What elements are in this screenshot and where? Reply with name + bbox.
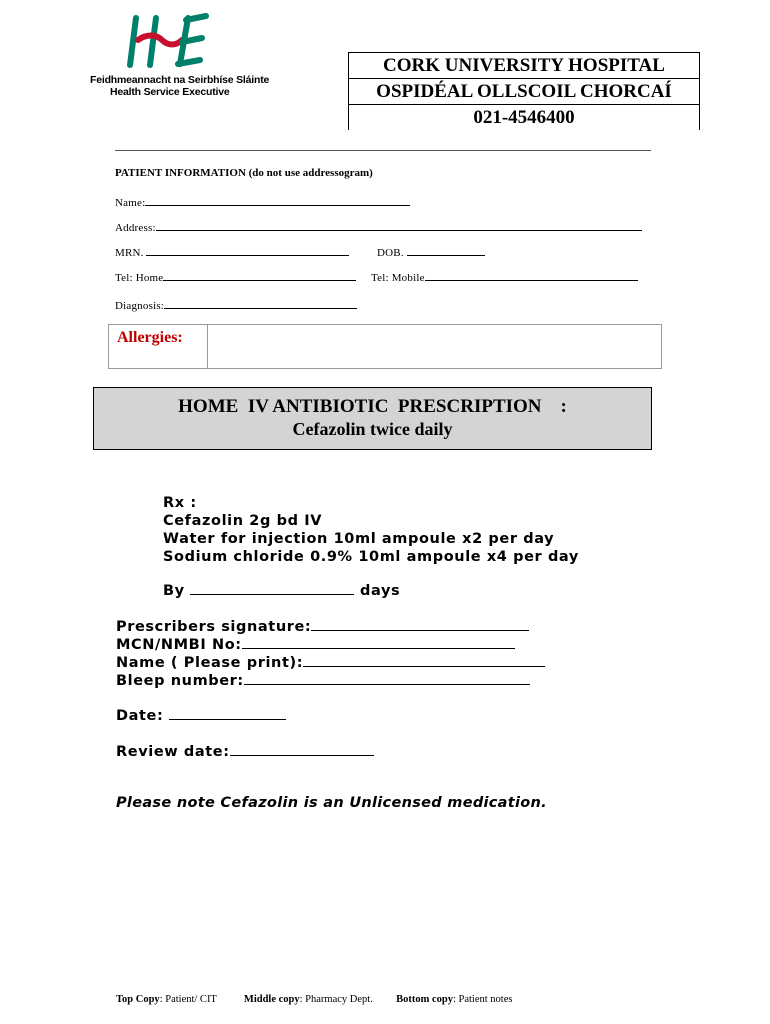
logo-text-irish: Feidhmeannacht na Seirbhíse Sláinte (90, 74, 270, 86)
middle-copy-value: : Pharmacy Dept. (299, 994, 373, 1005)
bleep-label: Bleep number: (116, 673, 244, 689)
date-line (169, 708, 286, 720)
hospital-phone: 021-4546400 (473, 107, 575, 128)
allergies-box (108, 324, 662, 369)
dob-line (407, 246, 485, 256)
divider (115, 150, 651, 151)
mcn-label: MCN/NMBI No: (116, 637, 242, 653)
name-field[interactable] (115, 196, 410, 209)
bleep-field[interactable] (116, 672, 530, 690)
mcn-line (242, 637, 515, 649)
duration-line (190, 583, 354, 595)
patient-info-heading: PATIENT INFORMATION (do not use addressogram) (115, 167, 373, 179)
logo-text-english: Health Service Executive (110, 86, 230, 98)
prescription-title: HOME IV ANTIBIOTIC PRESCRIPTION : (178, 396, 567, 417)
hse-logo-mark-icon (126, 10, 216, 68)
tel-home-line (163, 271, 356, 281)
rx-line: Cefazolin 2g bd IV (163, 513, 323, 529)
rx-line: Sodium chloride 0.9% 10ml ampoule x4 per day (163, 549, 579, 565)
address-line (156, 221, 642, 231)
allergies-label: Allergies: (117, 329, 183, 346)
signature-label: Prescribers signature: (116, 619, 312, 635)
rx-block (163, 494, 579, 566)
review-date-line (230, 744, 374, 756)
tel-mobile-label: Tel: Mobile (371, 272, 425, 284)
tel-home-label: Tel: Home (115, 272, 164, 284)
mrn-line (146, 246, 349, 256)
middle-copy-label: Middle copy (243, 994, 300, 1005)
allergies-input-area[interactable] (209, 325, 661, 368)
mrn-field[interactable] (115, 246, 349, 259)
duration-field[interactable] (163, 582, 400, 600)
by-label: By (163, 583, 185, 599)
allergies-label-cell (109, 325, 208, 368)
copy-distribution-footer (116, 994, 512, 1005)
print-name-label: Name ( Please print): (116, 655, 304, 671)
mrn-label: MRN. (115, 247, 144, 259)
tel-mobile-line (425, 271, 638, 281)
prescription-banner (93, 387, 652, 450)
print-name-line (303, 655, 545, 667)
hospital-name-irish: OSPIDÉAL OLLSCOIL CHORCAÍ (349, 79, 699, 105)
signature-line (311, 619, 529, 631)
dob-field[interactable] (377, 246, 485, 259)
hospital-header-box (348, 52, 700, 130)
hse-logo (90, 10, 270, 100)
print-name-field[interactable] (116, 654, 545, 672)
rx-line: Water for injection 10ml ampoule x2 per day (163, 531, 555, 547)
diagnosis-field[interactable] (115, 299, 357, 312)
tel-mobile-field[interactable] (371, 271, 638, 284)
address-label: Address: (115, 222, 156, 234)
review-date-field[interactable] (116, 743, 374, 761)
name-line (145, 196, 410, 206)
top-copy-value: : Patient/ CIT (159, 994, 217, 1005)
prescription-subtitle: Cefazolin twice daily (292, 419, 453, 439)
date-label: Date: (116, 708, 164, 724)
signature-field[interactable] (116, 618, 529, 636)
tel-home-field[interactable] (115, 271, 356, 284)
hospital-name: CORK UNIVERSITY HOSPITAL (349, 53, 699, 79)
diagnosis-line (164, 299, 357, 309)
unlicensed-note: Please note Cefazolin is an Unlicensed medication. (116, 795, 547, 811)
top-copy-label: Top Copy (116, 994, 160, 1005)
bleep-line (244, 673, 530, 685)
dob-label: DOB. (377, 247, 404, 259)
date-field[interactable] (116, 707, 286, 725)
bottom-copy-label: Bottom copy (396, 994, 453, 1005)
days-label: days (360, 583, 401, 599)
mcn-field[interactable] (116, 636, 515, 654)
diagnosis-label: Diagnosis: (115, 300, 165, 312)
bottom-copy-value: : Patient notes (452, 994, 513, 1005)
name-label: Name: (115, 197, 146, 209)
rx-line: Rx : (163, 495, 197, 511)
address-field[interactable] (115, 221, 642, 234)
review-date-label: Review date: (116, 744, 230, 760)
